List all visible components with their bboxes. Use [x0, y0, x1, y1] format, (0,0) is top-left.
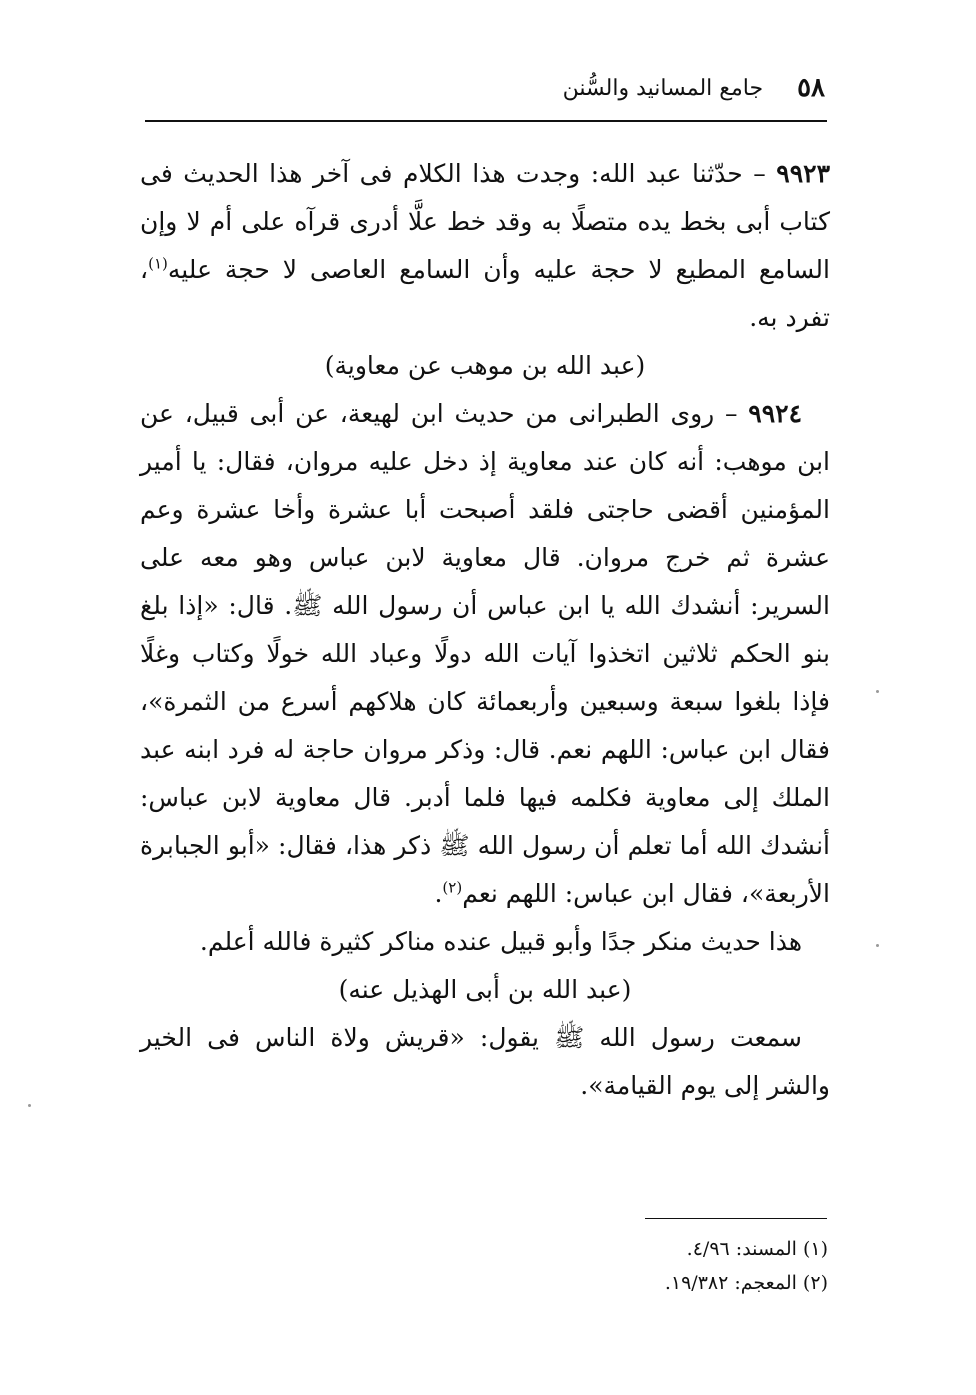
hadith-tail: ، تفرد به.: [140, 255, 830, 332]
footnote-ref-1: (١): [148, 254, 168, 273]
hadith-paragraph: سمعت رسول الله ﷺ يقول: «قريش ولاة الناس فى الخير والشر إلى يوم القيامة».: [140, 1023, 830, 1100]
hadith-9924: [140, 390, 830, 918]
hadith-text: – روى الطبرانى من حديث ابن لهيعة، عن أبى قبيل، عن ابن موهب: أنه كان عند معاوية إذ دخل عليه مروان، فقال: يا أمير المؤمنين أقضى حاجتى فلقد أصبحت أبا عشرة وأخا عشرة وعم عشرة ثم خرج مروان. قال معاوية لابن عباس وهو معه على السرير: أنشدك الله يا ابن عباس أن رسول الله ﷺ. قال: «إذا بلغ بنو الحكم ثلاثين اتخذوا آيات الله دولًا وعباد الله خولًا وكتاب وغلًا فإذا بلغوا سبعة وسبعين وأربعمائة كان هلاكهم أسرع من الثمرة»، فقال ابن عباس: اللهم نعم. قال: وذكر مروان حاجة له فرد ابنه عبد الملك إلى معاوية فكلمه فيها فلما أدبر. قال معاوية لابن عباس: أنشدك الله أما تعلم أن رسول الله ﷺ ذكر هذا، فقال: «أبو الجبابرة الأربعة»، فقال ابن عباس: اللهم نعم: [140, 399, 830, 908]
hadith-text: – حدّثنا عبد الله: وجدت هذا الكلام فى آخر هذا الحديث فى كتاب أبى بخط يده متصلًا به وقد خط علَّا أدرى قرآه على أم لا وإن السامع المطيع لا حجة عليه وأن السامع العاصى لا حجة عليه: [140, 159, 830, 284]
hadith-number: ٩٩٢٣: [776, 159, 830, 188]
footnotes: [540, 1232, 828, 1300]
section-heading: (عبد الله بن موهب عن معاوية): [324, 351, 646, 380]
hadith-number: ٩٩٢٤: [748, 399, 802, 428]
hadith-tail: .: [434, 879, 443, 908]
main-text: [140, 150, 830, 1110]
footnote-2: (٢) المعجم: ١٩/٣٨٢.: [664, 1272, 828, 1294]
scan-speck: [876, 690, 879, 693]
section-heading: (عبد الله بن أبى الهذيل عنه): [338, 975, 632, 1004]
hadith-9923: [140, 150, 830, 342]
page-number: ٥٨: [797, 73, 825, 103]
header-divider: [145, 120, 827, 122]
page-header: [545, 68, 825, 108]
footnote-1: (١) المسند: ٤/٩٦.: [686, 1238, 828, 1260]
commentary-paragraph: هذا حديث منكر جدًا وأبو قبيل عنده مناكر كثيرة فالله أعلم.: [199, 927, 802, 956]
scan-speck: [28, 1104, 31, 1107]
scan-speck: [876, 944, 879, 947]
running-title: جامع المسانيد والسُّنن: [562, 75, 764, 101]
footnote-divider: [645, 1218, 827, 1219]
footnote-ref-2: (٢): [442, 878, 463, 897]
